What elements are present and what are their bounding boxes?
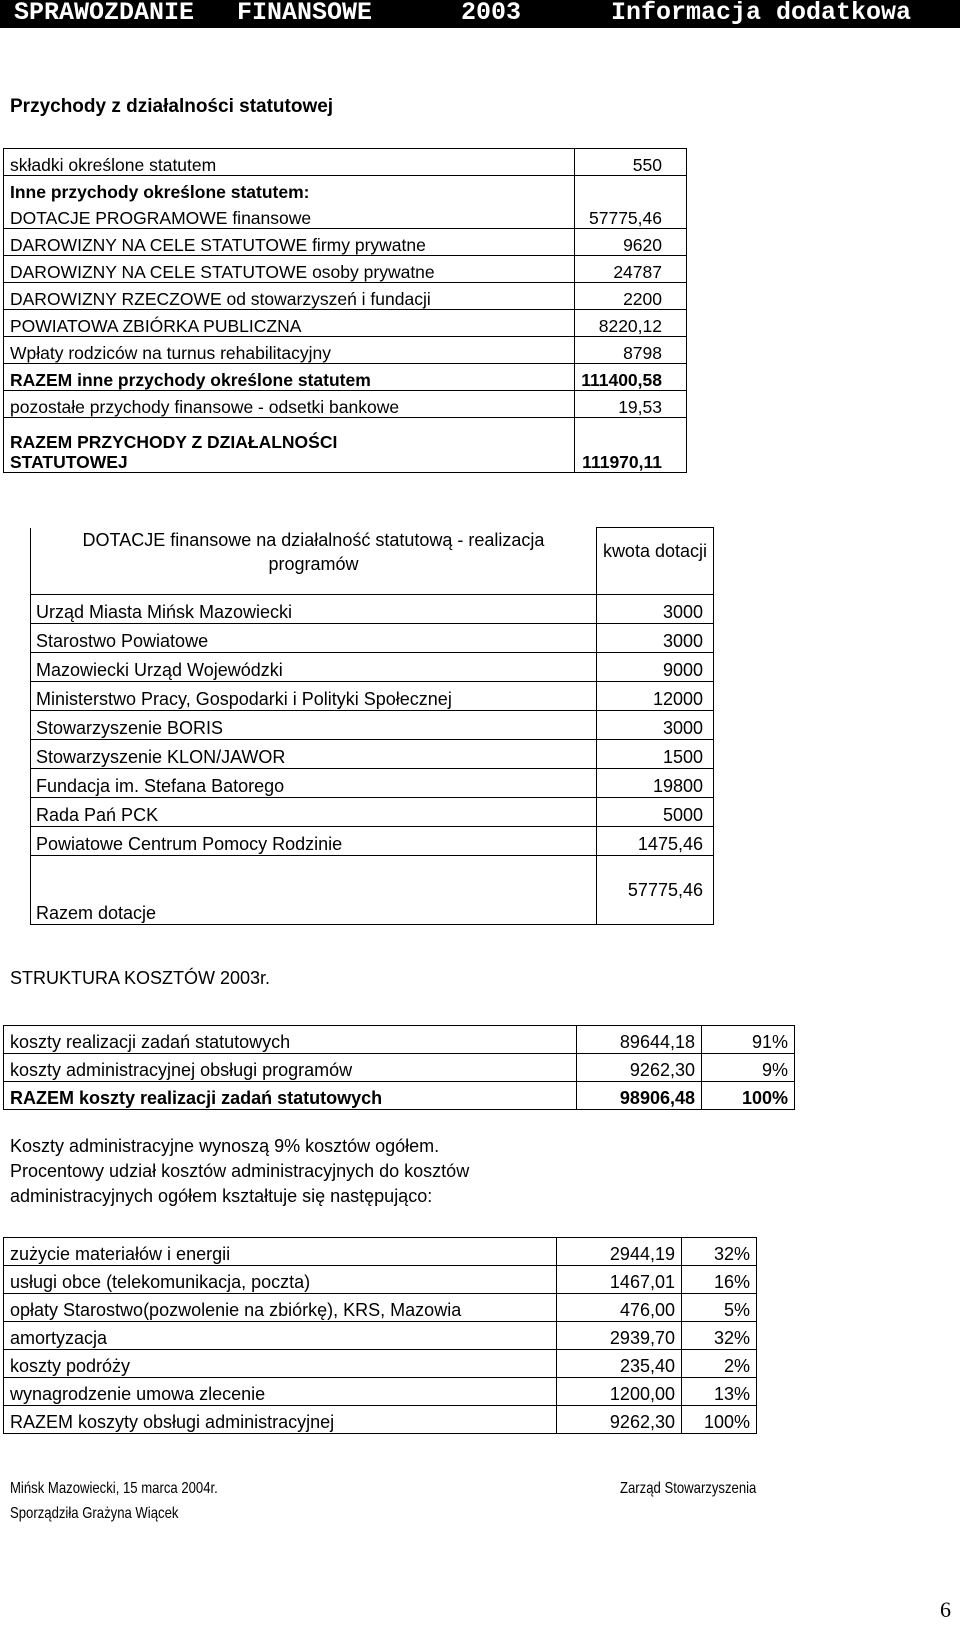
grant-label: Fundacja im. Stefana Batorego [31,769,597,798]
grant-label: Mazowiecki Urząd Wojewódzki [31,653,597,682]
footer-board: Zarząd Stowarzyszenia [620,1480,757,1497]
cost-value: 89644,18 [577,1026,702,1054]
table-row [4,364,687,391]
table-row [4,149,687,176]
admin-cost-label: zużycie materiałów i energii [4,1238,557,1266]
admin-cost-value: 2939,70 [557,1322,682,1350]
income-value: 9620 [575,229,687,256]
grant-label: Starostwo Powiatowe [31,624,597,653]
structure-title: STRUKTURA KOSZTÓW 2003r. [10,968,271,988]
cost-label: koszty administracyjnej obsługi programów [4,1054,577,1082]
admin-cost-pct: 16% [682,1266,757,1294]
income-value: 57775,46 [575,202,687,229]
income-value [575,176,687,203]
income-value: 8220,12 [575,310,687,337]
admin-cost-value: 2944,19 [557,1238,682,1266]
document-header-bar [0,0,960,28]
admin-cost-label: koszty podróży [4,1350,557,1378]
grant-value: 1500 [596,740,713,769]
admin-cost-total-value: 9262,30 [557,1406,682,1434]
income-value: 24787 [575,256,687,283]
grant-value: 19800 [596,769,713,798]
table-row [4,202,687,229]
table-row [4,1026,795,1054]
table-row [4,1406,757,1434]
table-row [31,595,714,624]
grant-value: 3000 [596,595,713,624]
grants-total-label: Razem dotacje [31,856,597,925]
cost-total-pct: 100% [702,1082,795,1110]
income-label: DAROWIZNY NA CELE STATUTOWE osoby prywatne [4,256,575,283]
table-row [4,256,687,283]
income-label: pozostałe przychody finansowe - odsetki bankowe [4,391,575,418]
grant-label: Urząd Miasta Mińsk Mazowiecki [31,595,597,624]
income-total-label: RAZEM PRZYCHODY Z DZIAŁALNOŚCI STATUTOWEJ [4,418,575,473]
table-row [4,176,687,203]
grant-label: Powiatowe Centrum Pomocy Rodzinie [31,827,597,856]
admin-cost-label: usługi obce (telekomunikacja, poczta) [4,1266,557,1294]
grant-value: 3000 [596,624,713,653]
table-row [31,653,714,682]
income-label: Inne przychody określone statutem: [4,176,575,203]
cost-pct: 91% [702,1026,795,1054]
table-row [4,1378,757,1406]
header-word-4: Informacja dodatkowa [611,0,912,27]
income-table [3,148,687,473]
cost-value: 9262,30 [577,1054,702,1082]
footer-prepared-by: Sporządziła Grażyna Wiącek [10,1505,179,1522]
admin-cost-pct: 13% [682,1378,757,1406]
income-total-value: 111970,11 [575,418,687,473]
table-row [4,391,687,418]
admin-cost-label: wynagrodzenie umowa zlecenie [4,1378,557,1406]
cost-pct: 9% [702,1054,795,1082]
income-label: DAROWIZNY RZECZOWE od stowarzyszeń i fundacji [4,283,575,310]
income-label: RAZEM inne przychody określone statutem [4,364,575,391]
admin-cost-label: amortyzacja [4,1322,557,1350]
grant-value: 3000 [596,711,713,740]
grant-value: 9000 [596,653,713,682]
table-row [31,740,714,769]
income-label: POWIATOWA ZBIÓRKA PUBLICZNA [4,310,575,337]
table-row [4,1054,795,1082]
table-row [31,769,714,798]
grant-label: Rada Pań PCK [31,798,597,827]
table-row [4,1322,757,1350]
table-row [4,1238,757,1266]
table-row [31,798,714,827]
income-label: DAROWIZNY NA CELE STATUTOWE firmy prywatne [4,229,575,256]
grant-label: Stowarzyszenie BORIS [31,711,597,740]
note-line: administracyjnych ogółem kształtuje się następująco: [10,1186,433,1206]
cost-label: koszty realizacji zadań statutowych [4,1026,577,1054]
grant-value: 1475,46 [596,827,713,856]
table-row [31,856,714,925]
table-row [31,827,714,856]
grants-total-value: 57775,46 [627,880,703,900]
table-row [4,1266,757,1294]
table-row [4,418,687,473]
costs-table [3,1025,795,1110]
header-word-1: SPRAWOZDANIE [14,0,195,27]
income-value: 550 [575,149,687,176]
income-label: składki określone statutem [4,149,575,176]
income-value: 2200 [575,283,687,310]
admin-cost-value: 1200,00 [557,1378,682,1406]
table-row [31,711,714,740]
income-value: 19,53 [575,391,687,418]
table-row [4,1294,757,1322]
note-line: Koszty administracyjne wynoszą 9% kosztów ogółem. [10,1136,440,1156]
table-row [4,310,687,337]
cost-total-label: RAZEM koszty realizacji zadań statutowych [4,1082,577,1110]
income-value: 111400,58 [575,364,687,391]
table-row [4,337,687,364]
admin-costs-table [3,1237,757,1434]
table-row [4,283,687,310]
note-line: Procentowy udział kosztów administracyjnych do kosztów [10,1161,470,1181]
income-label: DOTACJE PROGRAMOWE finansowe [4,202,575,229]
admin-cost-pct: 5% [682,1294,757,1322]
admin-cost-pct: 32% [682,1238,757,1266]
header-word-3: 2003 [461,0,522,27]
table-row [4,1082,795,1110]
table-row [4,1350,757,1378]
admin-cost-pct: 2% [682,1350,757,1378]
admin-cost-value: 1467,01 [557,1266,682,1294]
table-row [4,229,687,256]
grant-value: 5000 [596,798,713,827]
section-title: Przychody z działalności statutowej [10,96,334,117]
footer-place-date: Mińsk Mazowiecki, 15 marca 2004r. [10,1480,218,1497]
grant-label: Ministerstwo Pracy, Gospodarki i Polityki Społecznej [31,682,597,711]
admin-cost-value: 476,00 [557,1294,682,1322]
table-row [31,682,714,711]
cost-total-value: 98906,48 [577,1082,702,1110]
page-number: 6 [940,1597,951,1622]
income-value: 8798 [575,337,687,364]
grants-table [30,527,714,925]
admin-cost-label: opłaty Starostwo(pozwolenie na zbiórkę), KRS, Mazowia [4,1294,557,1322]
header-word-2: FINANSOWE [237,0,373,27]
grants-header-label: DOTACJE finansowe na działalność statutową - realizacja programów [31,528,597,595]
admin-cost-total-label: RAZEM koszyty obsługi administracyjnej [4,1406,557,1434]
grants-header-value: kwota dotacji [596,528,713,595]
admin-cost-note [10,1134,469,1209]
admin-cost-total-pct: 100% [682,1406,757,1434]
grant-label: Stowarzyszenie KLON/JAWOR [31,740,597,769]
admin-cost-value: 235,40 [557,1350,682,1378]
admin-cost-pct: 32% [682,1322,757,1350]
income-label: Wpłaty rodziców na turnus rehabilitacyjny [4,337,575,364]
table-row [31,624,714,653]
grant-value: 12000 [596,682,713,711]
table-header-row [31,528,714,595]
